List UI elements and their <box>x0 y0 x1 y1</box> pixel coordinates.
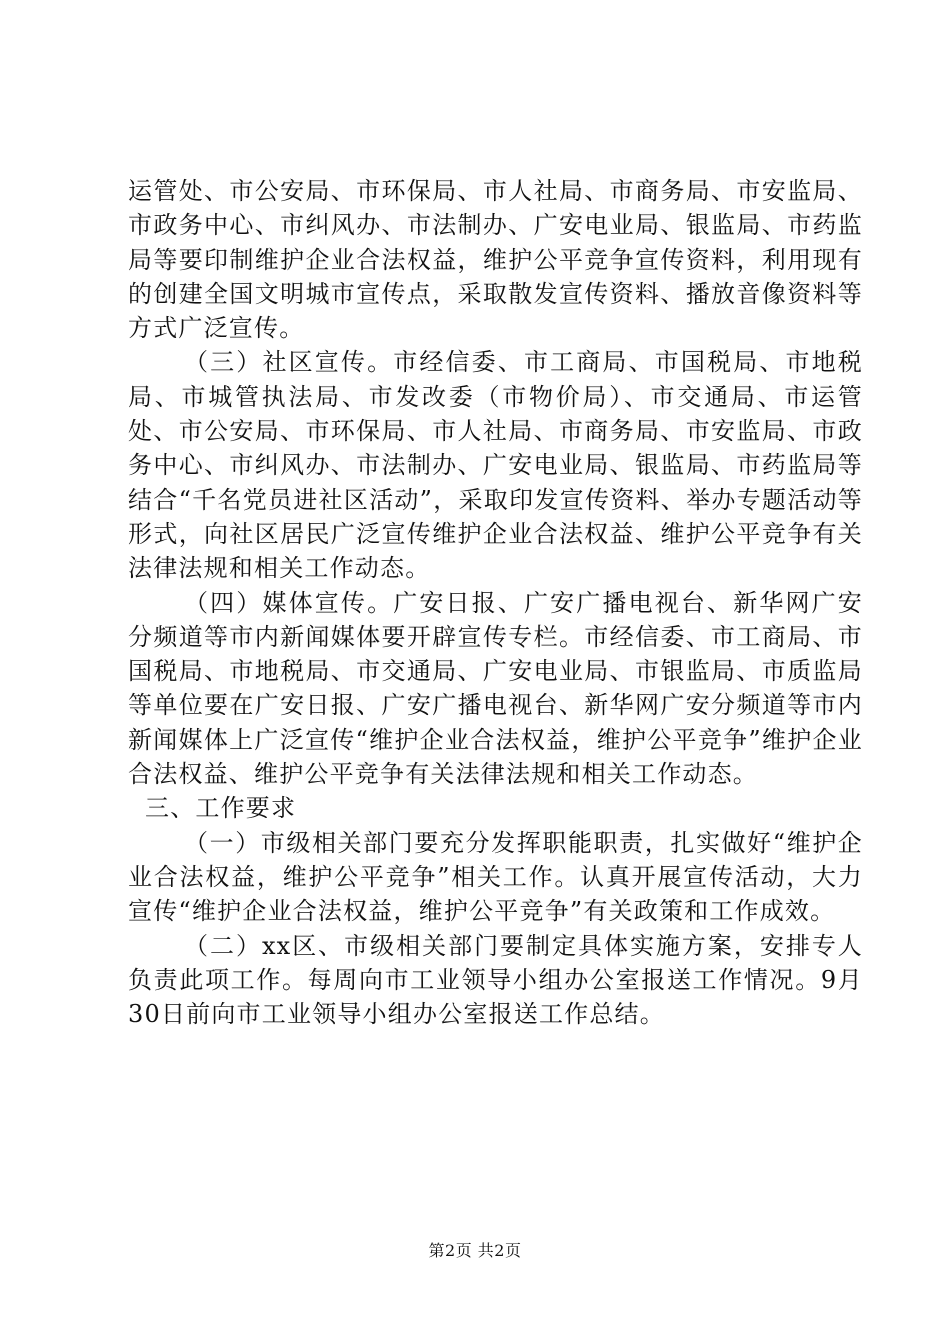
paragraph-continuation: 运管处、市公安局、市环保局、市人社局、市商务局、市安监局、市政务中心、市纠风办、市法制办、广安电业局、银监局、市药监局等要印制维护企业合法权益，维护公平竞争宣传资料，利用现有的创建全国文明城市宣传点，采取散发宣传资料、播放音像资料等方式广泛宣传。 <box>128 177 863 343</box>
paragraph-community-publicity: （三）社区宣传。市经信委、市工商局、市国税局、市地税局、市城管执法局、市发改委（市物价局）、市交通局、市运管处、市公安局、市环保局、市人社局、市商务局、市安监局、市政务中心、市纠风办、市法制办、广安电业局、银监局、市药监局等结合“千名党员进社区活动”，采取印发宣传资料、举办专题活动等形式，向社区居民广泛宣传维护企业合法权益、维护公平竞争有关法律法规和相关工作动态。 <box>128 348 863 583</box>
paragraph-media-publicity: （四）媒体宣传。广安日报、广安广播电视台、新华网广安分频道等市内新闻媒体要开辟宣传专栏。市经信委、市工商局、市国税局、市地税局、市交通局、广安电业局、市银监局、市质监局等单位要在广安日报、广安广播电视台、新华网广安分频道等市内新闻媒体上广泛宣传“维护企业合法权益，维护公平竞争”维护企业合法权益、维护公平竞争有关法律法规和相关工作动态。 <box>128 588 863 789</box>
section-heading-work-requirements: 三、工作要求 <box>145 794 297 823</box>
page-footer <box>0 1240 950 1262</box>
paragraph-requirement-two: （二）xx区、市级相关部门要制定具体实施方案，安排专人负责此项工作。每周向市工业领导小组办公室报送工作情况。9月30日前向市工业领导小组办公室报送工作总结。 <box>128 931 863 1029</box>
paragraph-requirement-one: （一）市级相关部门要充分发挥职能职责，扎实做好“维护企业合法权益，维护公平竞争”相关工作。认真开展宣传活动，大力宣传“维护企业合法权益，维护公平竞争”有关政策和工作成效。 <box>128 828 863 926</box>
page-number: 第2页 共2页 <box>428 1241 522 1260</box>
document-body <box>128 174 863 1031</box>
